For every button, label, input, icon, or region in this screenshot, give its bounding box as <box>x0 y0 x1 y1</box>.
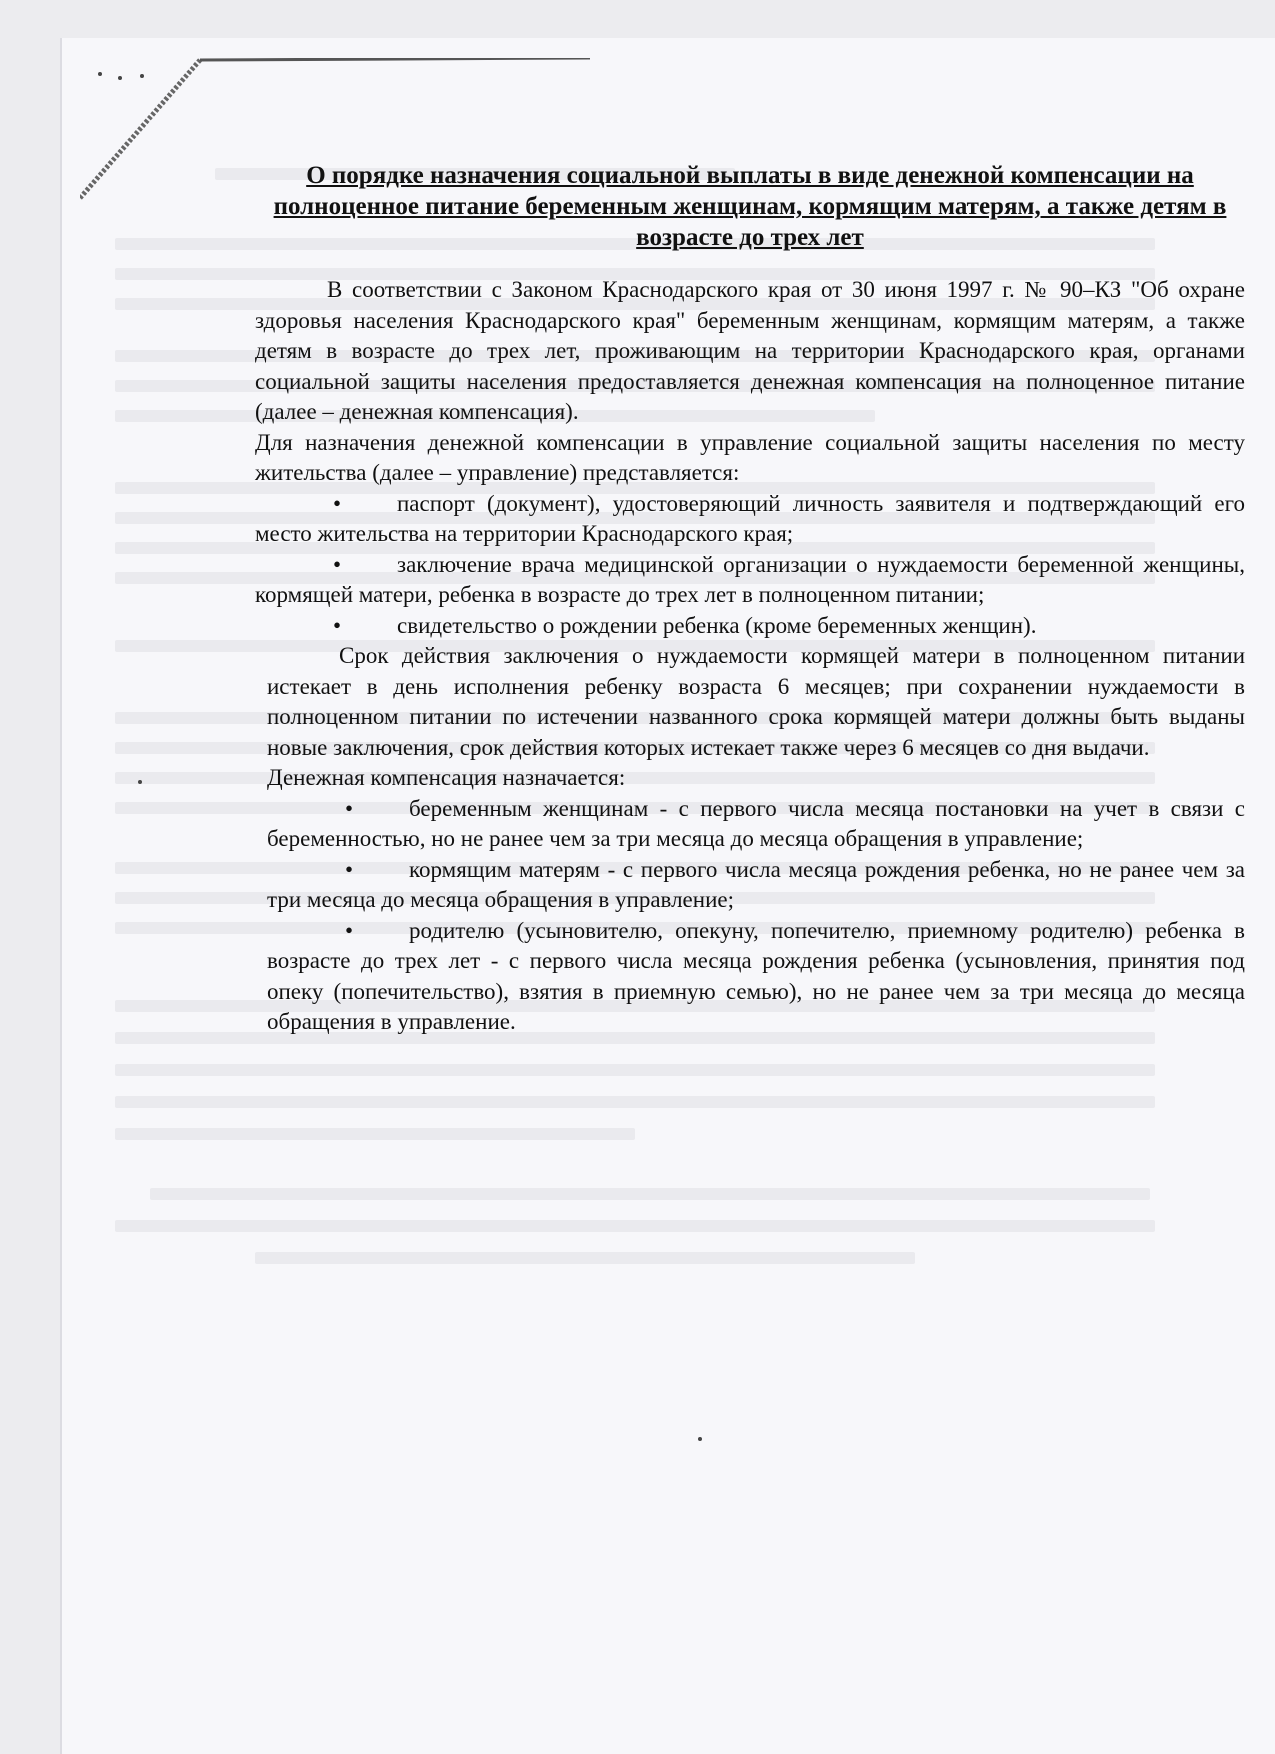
speck <box>98 72 102 76</box>
assignment-intro-paragraph: Денежная компенсация назначается: <box>267 765 626 790</box>
speck <box>138 780 142 784</box>
bullet-icon: • <box>345 795 354 821</box>
document-title: О порядке назначения социальной выплаты в виде денежной компенсации на полноценное питание беременным женщинам, кормящим матерям, а также детям в возрасте до трех лет <box>273 162 1227 251</box>
speck <box>698 1437 702 1441</box>
speck <box>140 74 144 78</box>
bullet-icon: • <box>345 856 354 882</box>
assignment-section <box>267 641 1245 1038</box>
required-documents-list <box>255 489 1245 642</box>
bullet-icon: • <box>333 612 342 638</box>
list-item: • свидетельство о рождении ребенка (кроме беременных женщин). <box>255 611 1245 642</box>
list-item: • заключение врача медицинской организации о нуждаемости беременной женщины, кормящей матери, ребенка в возрасте до трех лет в полноценном питании; <box>255 551 1245 607</box>
list-item: • кормящим матерям - с первого числа месяца рождения ребенка, но не ранее чем за три месяца до месяца обращения в управление; <box>267 856 1245 912</box>
document-body <box>255 160 1245 1038</box>
list-item: • родителю (усыновителю, опекуну, попечителю, приемному родителю) ребенка в возрасте до трех лет - с первого числа месяца рождения ребенка (усыновления, принятия под опеку (попечительство), взятия в приемную семью), но не ранее чем за три месяца до месяца обращения в управление. <box>267 917 1245 1034</box>
list-item: • беременным женщинам - с первого числа месяца постановки на учет в связи с беременностью, но не ранее чем за три месяца до месяца обращения в управление; <box>267 795 1245 851</box>
bullet-icon: • <box>345 917 354 943</box>
list-item: • паспорт (документ), удостоверяющий личность заявителя и подтверждающий его место жительства на территории Краснодарского края; <box>255 490 1245 546</box>
bullet-icon: • <box>333 551 342 577</box>
intro-paragraph: В соответствии с Законом Краснодарского края от 30 июня 1997 г. № 90–КЗ "Об охране здоровья населения Краснодарского края" беременным женщинам, кормящим матерям, а также детям в возрасте до трех лет, проживающим на территории Краснодарского края, органами социальной защиты населения предоставляется денежная компенсация на полноценное питание (далее – денежная компенсация). <box>255 277 1245 424</box>
validity-paragraph: Срок действия заключения о нуждаемости кормящей матери в полноценном питании истекает в день исполнения ребенку возраста 6 месяцев; при сохранении нуждаемости в полноценном питании по истечении названного срока кормящей матери должны быть выданы новые заключения, срок действия которых истекает также через 6 месяцев со дня выдачи. <box>267 643 1245 760</box>
assignment-list <box>267 794 1245 1038</box>
bullet-icon: • <box>333 490 342 516</box>
speck <box>118 76 122 80</box>
documents-intro-paragraph: Для назначения денежной компенсации в управление социальной защиты населения по месту жительства (далее – управление) представляется: <box>255 429 1245 485</box>
